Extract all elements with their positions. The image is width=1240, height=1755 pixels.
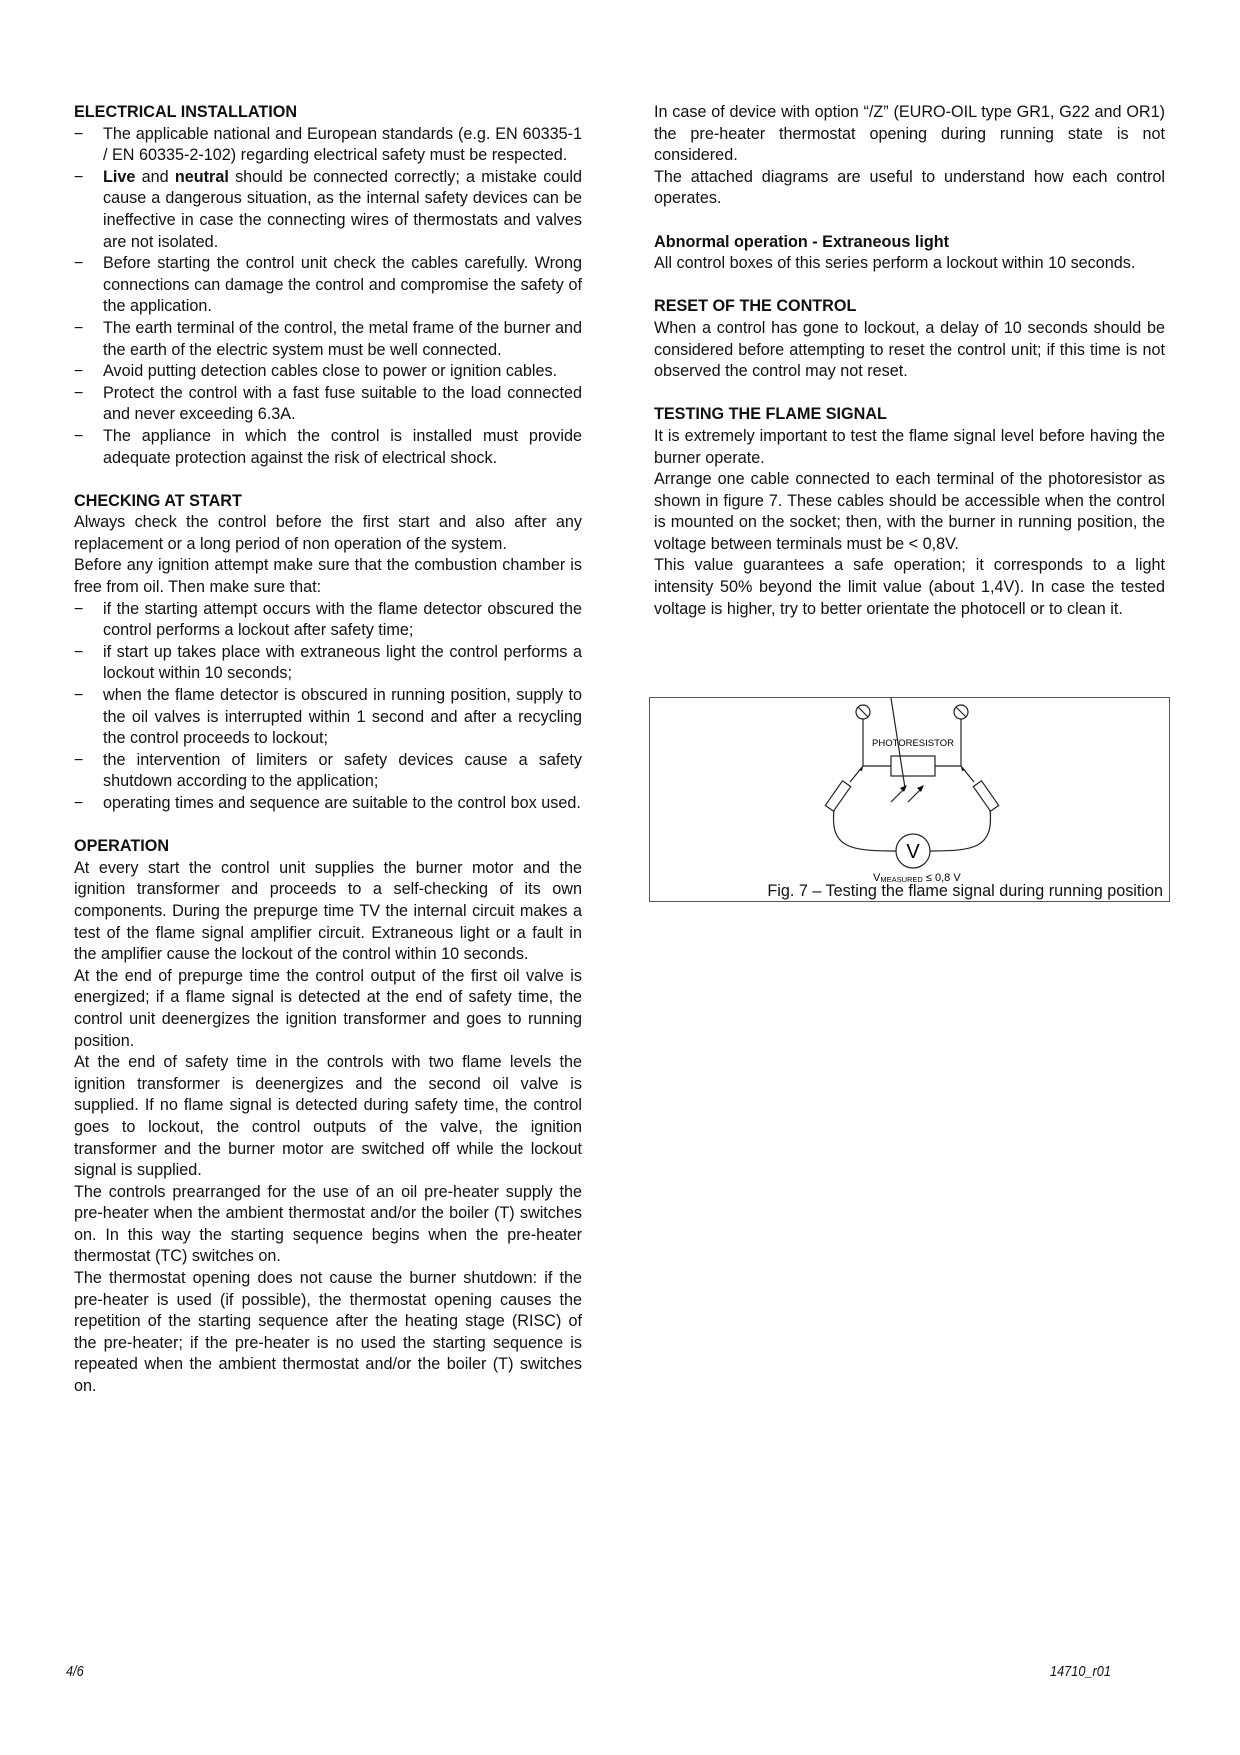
list-item: − operating times and sequence are suitable to the control box used. — [74, 794, 581, 812]
paragraph: This value guarantees a safe operation; it corresponds to a light intensity 50% beyond the limit value (about 1,4V). In case the tested voltage is higher, try to better orientate the photocell or to clean it. — [654, 556, 1165, 618]
list-item: − the intervention of limiters or safety devices cause a safety shutdown according to the application; — [74, 750, 582, 791]
voltmeter-icon: V — [906, 841, 920, 863]
paragraph: The controls prearranged for the use of an oil pre-heater supply the pre-heater when the ambient thermostat and/or the boiler (T) switches on. In this way the starting sequence begins when the pre-heater thermostat (TC) switches on. — [74, 1182, 582, 1266]
heading-reset: RESET OF THE CONTROL — [654, 297, 857, 316]
list-item: − The earth terminal of the control, the metal frame of the burner and the earth of the electric system must be well connected. — [74, 318, 582, 359]
heading-testing-flame-signal: TESTING THE FLAME SIGNAL — [654, 405, 887, 424]
paragraph: The attached diagrams are useful to understand how each control operates. — [654, 167, 1165, 208]
list-item: − The appliance in which the control is installed must provide adequate protection against the risk of electrical shock. — [74, 426, 582, 467]
heading-checking-at-start: CHECKING AT START — [74, 491, 242, 510]
heading-electrical-installation: ELECTRICAL INSTALLATION — [74, 103, 298, 121]
paragraph: Always check the control before the first start and also after any replacement or a long period of non operation of the system. — [74, 513, 582, 553]
right-column — [654, 102, 1165, 620]
list-item: − if start up takes place with extraneous light the control performs a lockout within 10 seconds; — [74, 642, 582, 683]
left-column — [74, 102, 582, 1398]
paragraph: When a control has gone to lockout, a delay of 10 seconds should be considered before attempting to reset the control unit; if this time is not observed the control may not reset. — [654, 318, 1165, 381]
list-item: − Live and neutral should be connected correctly; a mistake could cause a dangerous situation, as the internal safety devices can be ineffective in case the connecting wires of thermostats and valves are not isolated. — [74, 167, 582, 251]
page-number: 4/6 — [66, 1663, 84, 1680]
paragraph: At the end of prepurge time the control output of the first oil valve is energized; if a flame signal is detected at the end of safety time, the control unit deenergizes the ignition transformer and goes to running position. — [74, 966, 582, 1050]
electrical-list — [74, 124, 582, 470]
list-item: − Protect the control with a fast fuse suitable to the load connected and never exceeding 6.3A. — [74, 383, 582, 424]
paragraph: Before any ignition attempt make sure that the combustion chamber is free from oil. Then make sure that: — [74, 556, 582, 597]
list-item: − Before starting the control unit check the cables carefully. Wrong connections can damage the control and compromise the safety of the application. — [74, 254, 582, 316]
figure-7 — [649, 697, 1170, 902]
paragraph: Arrange one cable connected to each terminal of the photoresistor as shown in figure 7. These cables should be accessible when the control is mounted on the socket; then, with the burner in running position, the voltage between terminals must be < 0,8V. — [654, 470, 1165, 553]
list-item: − Avoid putting detection cables close to power or ignition cables. — [74, 362, 558, 381]
document-id: 14710_r01 — [1050, 1663, 1111, 1680]
heading-abnormal-operation: Abnormal operation - Extraneous light — [654, 232, 949, 251]
paragraph: At every start the control unit supplies the burner motor and the ignition transformer and proceeds to a self-checking of its own components. During the prepurge time TV the internal circuit makes a test of the flame signal amplifier circuit. Extraneous light or a fault in the amplifier cause the lockout of the control within 10 seconds. — [74, 858, 582, 964]
heading-operation: OPERATION — [74, 837, 170, 856]
component-label: PHOTORESISTOR — [872, 738, 954, 749]
paragraph: In case of device with option “/Z” (EURO-OIL type GR1, G22 and OR1) the pre-heater thermostat opening during running state is not considered. — [654, 103, 1165, 165]
list-item: − if the starting attempt occurs with the flame detector obscured the control performs a lockout after safety time; — [74, 599, 582, 640]
paragraph: The thermostat opening does not cause the burner shutdown: if the pre-heater is used (if possible), the thermostat opening causes the repetition of the starting sequence after the heating stage (RISC) of the pre-heater; if the pre-heater is no used the starting sequence is repeated when the ambient thermostat and/or the boiler (T) switches on. — [74, 1269, 582, 1396]
paragraph: It is extremely important to test the flame signal level before having the burner operate. — [654, 426, 1165, 467]
paragraph: All control boxes of this series perform a lockout within 10 seconds. — [654, 254, 1136, 273]
checking-list — [74, 599, 582, 815]
list-item: − The applicable national and European standards (e.g. EN 60335-1 / EN 60335-2-102) regarding electrical safety must be respected. — [74, 124, 582, 165]
figure-caption: Fig. 7 – Testing the flame signal during running position — [767, 882, 1163, 900]
photoresistor-circuit-diagram — [650, 698, 1171, 903]
paragraph: At the end of safety time in the controls with two flame levels the ignition transformer is deenergizes and the second oil valve is supplied. If no flame signal is detected during safety time, the control goes to lockout, the control outputs of the valve, the ignition transformer and the burner motor are switched off while the lockout signal is supplied. — [74, 1053, 582, 1180]
list-item: − when the flame detector is obscured in running position, supply to the oil valves is interrupted within 1 second and after a recycling the control proceeds to lockout; — [74, 686, 582, 748]
measurement-label: VMEASURED ≤ 0,8 V — [873, 872, 961, 884]
